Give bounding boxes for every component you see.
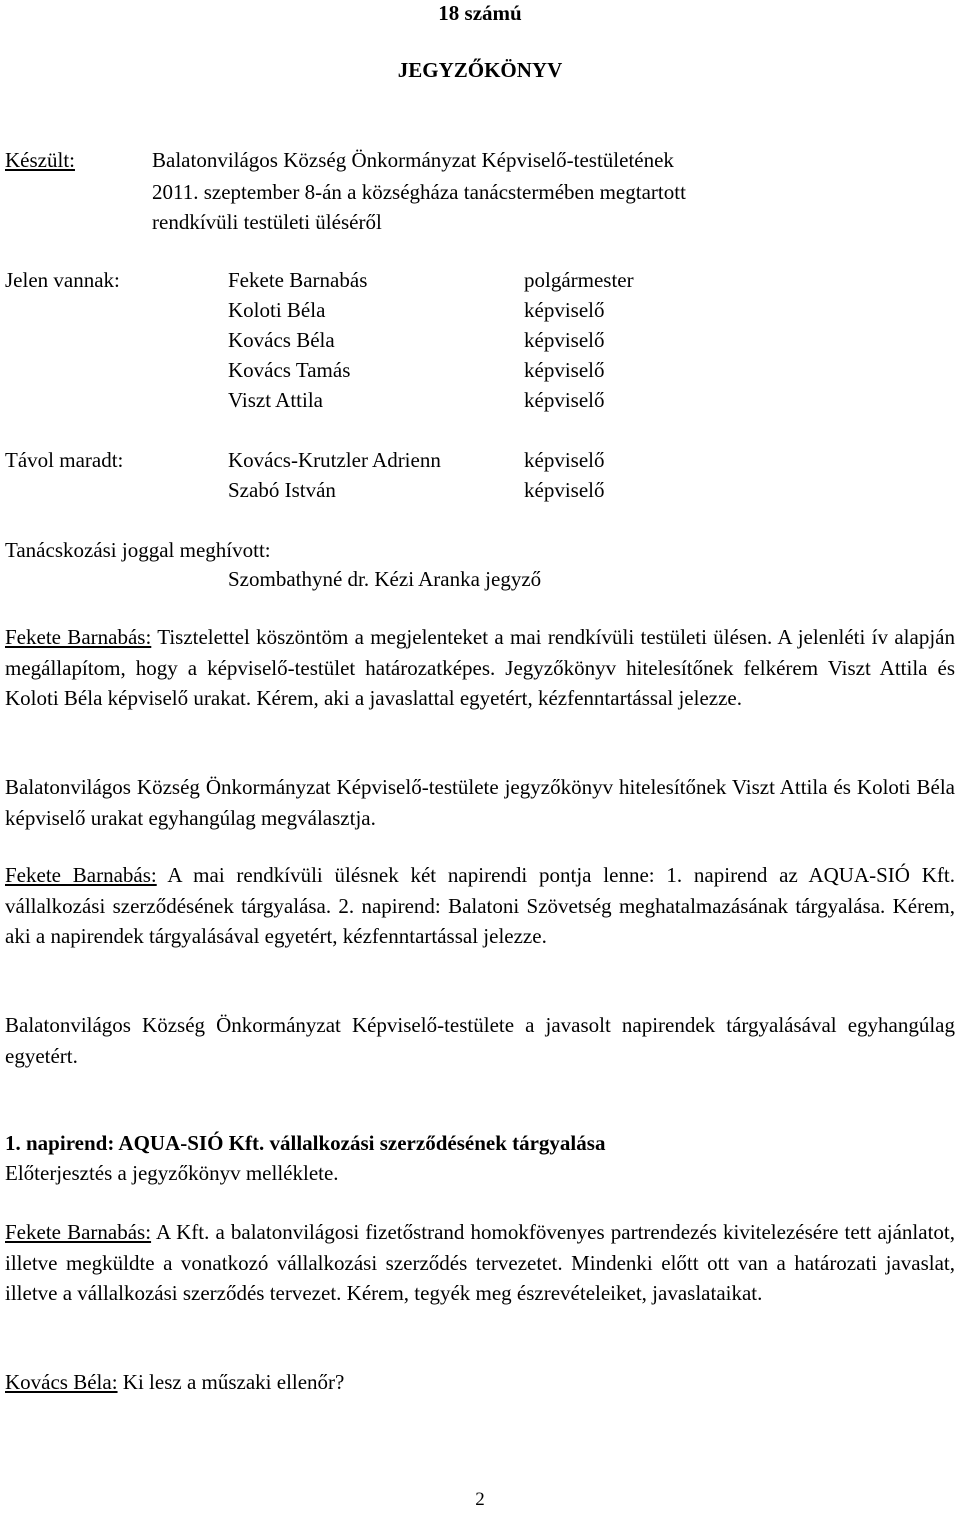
- present-role-2: képviselő: [524, 298, 605, 322]
- present-label: Jelen vannak:: [5, 268, 120, 292]
- absent-name-2: Szabó István: [228, 478, 336, 502]
- paragraph-1: [5, 622, 955, 714]
- present-role-5: képviselő: [524, 388, 605, 412]
- paragraph-3: [5, 860, 955, 952]
- document-title: JEGYZŐKÖNYV: [397, 58, 563, 82]
- document-number: 18 számú: [438, 1, 522, 25]
- paragraph-text: Tisztelettel köszöntöm a megjelenteket a mai rendkívüli testületi ülésen. A jelenléti ív alapján megállapítom, hogy a képviselő-testület határozatképes. Jegyzőkönyv hitelesítőnek felkérem Viszt Attila és Koloti Béla képviselő urakat. Kérem, aki a javaslattal egyetért, kézfenntartással jelezze.: [5, 625, 955, 710]
- paragraph-text: A mai rendkívüli ülésnek két napirendi pontja lenne: 1. napirend az AQUA-SIÓ Kft. vállalkozási szerződésének tárgyalása. 2. napirend: Balatoni Szövetség meghatalmazásának tárgyalása. Kérem, aki a napirendek tárgyalásával egyetért, kézfenntartással jelezze.: [5, 863, 955, 948]
- made-line-1: Balatonvilágos Község Önkormányzat Képviselő-testületének: [152, 148, 674, 172]
- absent-role-1: képviselő: [524, 448, 605, 472]
- made-line-3: rendkívüli testületi üléséről: [152, 210, 382, 234]
- present-role-3: képviselő: [524, 328, 605, 352]
- absent-name-1: Kovács-Krutzler Adrienn: [228, 448, 441, 472]
- present-role-1: polgármester: [524, 268, 634, 292]
- advisory-person: Szombathyné dr. Kézi Aranka jegyző: [228, 567, 542, 591]
- paragraph-text: A Kft. a balatonvilágosi fizetőstrand homokfövenyes partrendezés kivitelezésére tett ajánlatot, illetve megküldte a vonatkozó vállalkozási szerződés tervezetet. Mindenki előtt ott van a határozati javaslat, illetve a vállalkozási szerződés tervezet. Kérem, tegyék meg észrevételeiket, javaslataikat.: [5, 1220, 955, 1305]
- present-name-2: Koloti Béla: [228, 298, 326, 322]
- present-name-5: Viszt Attila: [228, 388, 323, 412]
- speaker-label: Fekete Barnabás:: [5, 1220, 152, 1244]
- present-name-1: Fekete Barnabás: [228, 268, 368, 292]
- paragraph-6: [5, 1367, 955, 1398]
- agenda-subtitle: Előterjesztés a jegyzőkönyv melléklete.: [5, 1161, 339, 1185]
- paragraph-5: [5, 1217, 955, 1309]
- speaker-label: Fekete Barnabás:: [5, 625, 152, 649]
- advisory-label: Tanácskozási joggal meghívott:: [5, 538, 271, 562]
- paragraph-text: Ki lesz a műszaki ellenőr?: [117, 1370, 345, 1394]
- made-label: Készült:: [5, 148, 75, 172]
- paragraph-2: Balatonvilágos Község Önkormányzat Képviselő-testülete jegyzőkönyv hitelesítőnek Viszt Attila és Koloti Béla képviselő urakat egyhangúlag megválasztja.: [5, 775, 955, 830]
- absent-role-2: képviselő: [524, 478, 605, 502]
- speaker-label: Fekete Barnabás:: [5, 863, 157, 887]
- agenda-title: 1. napirend: AQUA-SIÓ Kft. vállalkozási szerződésének tárgyalása: [5, 1131, 606, 1155]
- present-name-3: Kovács Béla: [228, 328, 335, 352]
- present-name-4: Kovács Tamás: [228, 358, 351, 382]
- made-line-2: 2011. szeptember 8-án a községháza tanácstermében megtartott: [152, 180, 686, 204]
- speaker-label: Kovács Béla:: [5, 1370, 118, 1394]
- present-role-4: képviselő: [524, 358, 605, 382]
- paragraph-4: Balatonvilágos Község Önkormányzat Képviselő-testülete a javasolt napirendek tárgyalásával egyhangúlag egyetért.: [5, 1013, 955, 1068]
- absent-label: Távol maradt:: [5, 448, 124, 472]
- page-number: 2: [475, 1489, 485, 1510]
